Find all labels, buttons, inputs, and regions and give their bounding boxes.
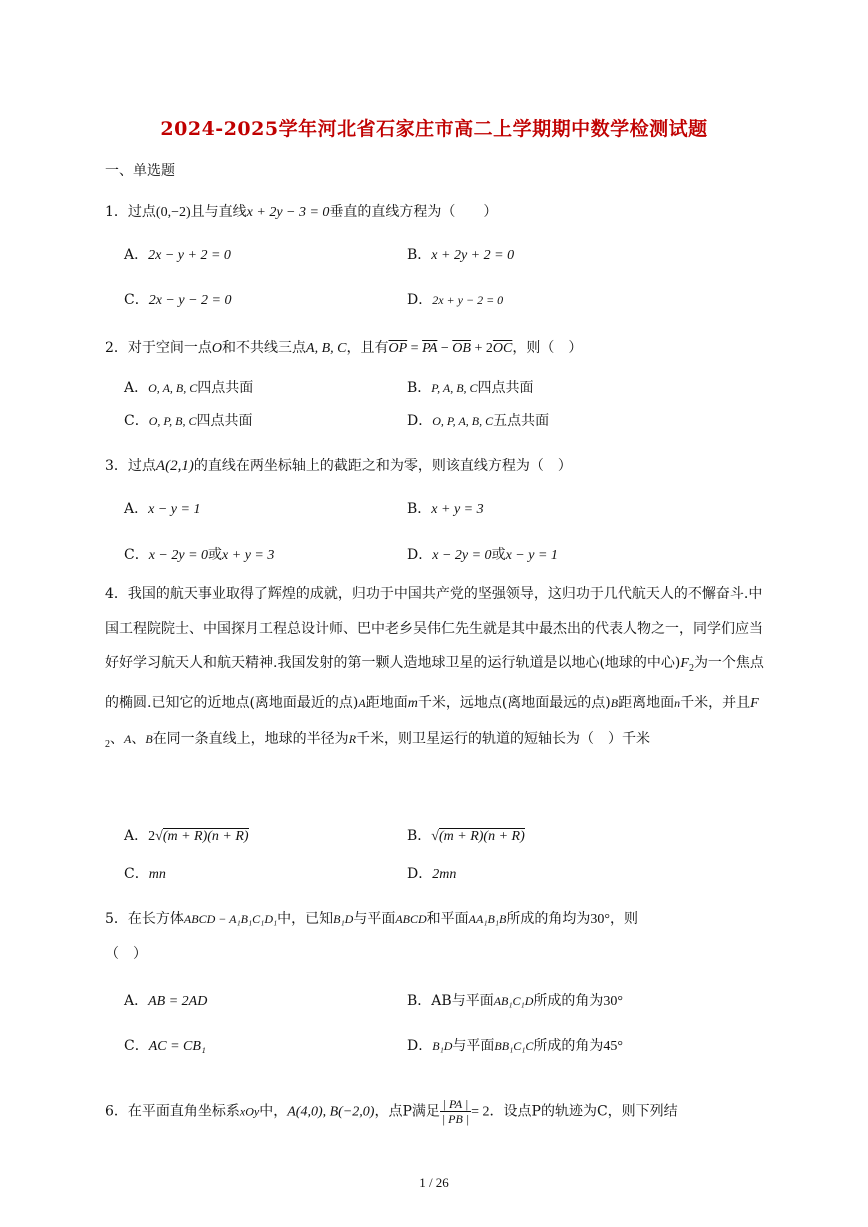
option-c[interactable] <box>124 1036 206 1057</box>
question-text: ，且有 <box>346 340 389 356</box>
option-a[interactable] <box>124 499 200 520</box>
math-operator: + 2 <box>470 341 493 356</box>
question-text: 和不共线三点 <box>222 340 307 356</box>
option-d[interactable] <box>407 411 549 431</box>
option-b[interactable] <box>407 378 534 398</box>
math-expression: 45° <box>603 1039 624 1054</box>
math-expression: (0,−2) <box>155 205 191 220</box>
question-number: 6． <box>105 1103 128 1120</box>
option-text: 所成的角为 <box>533 1038 604 1054</box>
option-c[interactable] <box>124 864 166 885</box>
vector-pa: $\overline{PA}$ <box>422 341 438 356</box>
question-text: 中， <box>259 1103 288 1120</box>
math-expression: B₁D <box>432 1039 453 1053</box>
question-text: ，则 <box>609 911 638 927</box>
vector-op: $\overline{OP}$ <box>388 341 408 356</box>
math-expression: B <box>145 731 153 746</box>
section-heading: 一、单选题 <box>105 163 175 179</box>
option-label: D． <box>407 292 433 308</box>
option-label: A． <box>124 247 149 263</box>
math-expression: A <box>358 696 366 711</box>
option-label: D． <box>407 413 433 429</box>
option-label: D． <box>407 1038 433 1054</box>
math-expression: O <box>211 341 223 356</box>
option-c[interactable] <box>124 411 253 431</box>
math-expression: P, A, B, C <box>431 381 478 395</box>
question-text: 千米，则卫星运行的轨道的短轴长为（ ）千米 <box>356 730 651 747</box>
vector-oc: $\overline{OC}$ <box>492 341 513 356</box>
math-expression: xOy <box>239 1104 260 1119</box>
option-text: 所成的角为 <box>533 993 604 1009</box>
question-text: 且与直线 <box>190 204 247 220</box>
option-a[interactable] <box>124 378 253 398</box>
option-label: C． <box>124 547 149 563</box>
fraction <box>440 1097 471 1126</box>
question-text: 与平面 <box>353 911 396 927</box>
math-expression: A(4,0), B(−2,0) <box>287 1104 375 1120</box>
option-label: D． <box>407 547 433 563</box>
option-d[interactable] <box>407 545 558 566</box>
math-expression: AA₁B₁B <box>468 912 507 926</box>
option-a[interactable] <box>124 991 207 1012</box>
question-text: 千米，远地点(离地面最远的点) <box>417 695 611 712</box>
math-expression: ABCD − A₁B₁C₁D₁ <box>183 912 278 926</box>
math-expression: ABCD <box>395 912 427 926</box>
question-text: 和平面 <box>426 911 469 927</box>
option-label: A． <box>124 993 149 1009</box>
option-label: A． <box>124 380 149 396</box>
question-number: 3． <box>105 458 128 474</box>
option-text: 与平面 <box>452 1038 495 1054</box>
question-5-bracket: （ ） <box>105 946 147 962</box>
math-expression: AB₁C₁D <box>493 994 534 1008</box>
fraction-denominator: | PB | <box>441 1112 470 1126</box>
question-text: 垂直的直线方程为（ ） <box>329 204 498 220</box>
math-expression: 2 <box>148 829 156 844</box>
question-number: 5． <box>105 911 128 927</box>
option-label: B． <box>407 501 432 517</box>
option-text: 或 <box>208 547 223 563</box>
question-text: 在长方体 <box>127 911 184 927</box>
option-d[interactable] <box>407 290 503 310</box>
option-label: C． <box>124 1038 149 1054</box>
math-expression: 30° <box>590 912 610 927</box>
fraction-numerator: | PA | <box>440 1097 471 1112</box>
option-label: C． <box>124 413 149 429</box>
math-expression: x + y = 3 <box>431 502 484 517</box>
math-expression: n <box>674 696 681 711</box>
option-c[interactable] <box>124 545 274 566</box>
option-a[interactable] <box>124 245 231 266</box>
math-expression: = 2 <box>471 1104 490 1120</box>
option-b[interactable] <box>407 245 514 266</box>
option-text: 四点共面 <box>196 413 253 429</box>
math-expression: (m + R)(n + R) <box>162 829 249 844</box>
math-expression: R <box>348 731 357 746</box>
question-text: 的直线在两坐标轴上的截距之和为零，则该直线方程为（ ） <box>193 458 572 474</box>
question-text: 在同一条直线上，地球的半径为 <box>152 730 349 747</box>
math-expression: x − 2y = 0 <box>148 548 209 563</box>
math-expression: A <box>124 731 132 746</box>
math-expression: AC = CB₁ <box>148 1039 206 1054</box>
math-expression: x + y = 3 <box>222 548 275 563</box>
math-expression: 30° <box>603 994 623 1009</box>
question-text: 对于空间一点 <box>127 340 212 356</box>
question-text: 为一个焦点的椭圆.已知它的近地点(离地面最近的点) <box>105 655 764 712</box>
sqrt-sign: √ <box>155 829 163 844</box>
option-text: AB与平面 <box>431 993 494 1009</box>
option-text: 四点共面 <box>197 380 254 396</box>
option-d[interactable] <box>407 864 456 885</box>
math-expression: A(2,1) <box>155 458 194 474</box>
question-text: ，点P满足 <box>374 1103 440 1120</box>
question-number: 2． <box>105 340 128 356</box>
sqrt-sign: √ <box>431 829 439 844</box>
math-expression: O, A, B, C <box>148 381 198 395</box>
math-expression: x − y = 1 <box>505 548 558 563</box>
question-text: 在平面直角坐标系 <box>127 1103 240 1120</box>
page-title: 2024-2025学年河北省石家庄市高二上学期期中数学检测试题 <box>160 118 708 140</box>
math-expression: (m + R)(n + R) <box>438 829 525 844</box>
option-label: C． <box>124 866 149 882</box>
question-5 <box>105 909 638 930</box>
option-text: 或 <box>491 547 506 563</box>
question-text: 距地面 <box>365 695 408 712</box>
math-expression: 2x − y − 2 = 0 <box>148 293 232 308</box>
question-text: ，则（ ） <box>512 340 583 356</box>
option-b[interactable] <box>407 826 525 847</box>
math-expression: F <box>680 656 689 671</box>
math-expression: A, B, C <box>306 341 347 356</box>
math-expression: BB₁C₁C <box>494 1039 534 1053</box>
question-number: 4． <box>105 586 128 602</box>
question-text: 距离地面 <box>618 695 675 712</box>
option-text: 四点共面 <box>477 380 534 396</box>
option-label: A． <box>124 501 149 517</box>
math-expression: x − y = 1 <box>148 502 201 517</box>
option-text: 五点共面 <box>493 413 550 429</box>
option-a[interactable] <box>124 826 249 847</box>
question-1 <box>105 202 497 223</box>
question-text: 我国的航天事业取得了辉煌的成就，归功于中国共产党的坚强领导，这归功于几代航天人的不懈奋斗.中国工程院院士、中国探月工程总设计师、巴中老乡吴伟仁先生就是其中最杰出的代表人物之一，同学们应当好好学习航天人和航天精神.我国发射的第一颗人造地球卫星的运行轨道是以地心(地球的中心) <box>105 586 763 671</box>
vector-ob: $\overline{OB}$ <box>452 341 471 356</box>
math-expression: x + 2y − 3 = 0 <box>246 205 330 220</box>
page-number: 1 / 26 <box>419 1175 449 1190</box>
math-subscript: 2 <box>105 738 110 750</box>
math-operator: − <box>437 341 453 356</box>
option-label: C． <box>124 292 149 308</box>
option-label: B． <box>407 247 432 263</box>
question-4 <box>105 577 765 762</box>
math-expression: x − 2y = 0 <box>432 548 492 563</box>
math-expression: 2x + y − 2 = 0 <box>432 293 504 307</box>
option-label: A． <box>124 828 149 844</box>
math-expression: AB = 2AD <box>148 994 208 1009</box>
option-b[interactable] <box>407 991 623 1012</box>
math-expression: B₁D <box>333 912 354 926</box>
question-text: 所成的角均为 <box>506 911 591 927</box>
question-text: ．设点P的轨迹为C，则下列结 <box>489 1103 678 1120</box>
question-text: 过点 <box>127 458 156 474</box>
math-expression: F <box>750 696 759 712</box>
math-expression: B <box>610 696 619 711</box>
math-operator: = <box>407 341 423 356</box>
option-label: B． <box>407 828 432 844</box>
option-d[interactable] <box>407 1036 623 1057</box>
math-subscript: 2 <box>688 662 694 674</box>
math-expression: 2mn <box>432 867 457 882</box>
question-2 <box>105 338 582 359</box>
option-label: D． <box>407 866 433 882</box>
math-expression: x + 2y + 2 = 0 <box>431 248 515 263</box>
question-text: 、 <box>131 730 146 747</box>
option-c[interactable] <box>124 290 232 311</box>
math-expression: mn <box>148 867 166 882</box>
math-expression: O, P, A, B, C <box>432 414 494 428</box>
question-text: 中，已知 <box>277 911 334 927</box>
question-3 <box>105 456 572 476</box>
question-6 <box>105 1097 678 1126</box>
option-label: B． <box>407 993 432 1009</box>
math-expression: m <box>407 696 418 712</box>
question-text: 过点 <box>127 204 156 220</box>
option-b[interactable] <box>407 499 484 520</box>
question-text: 、 <box>110 730 124 747</box>
math-expression: O, P, B, C <box>148 414 197 428</box>
question-number: 1． <box>105 204 128 220</box>
question-text: 千米，并且 <box>680 695 751 712</box>
option-label: B． <box>407 380 432 396</box>
math-expression: 2x − y + 2 = 0 <box>148 248 231 263</box>
